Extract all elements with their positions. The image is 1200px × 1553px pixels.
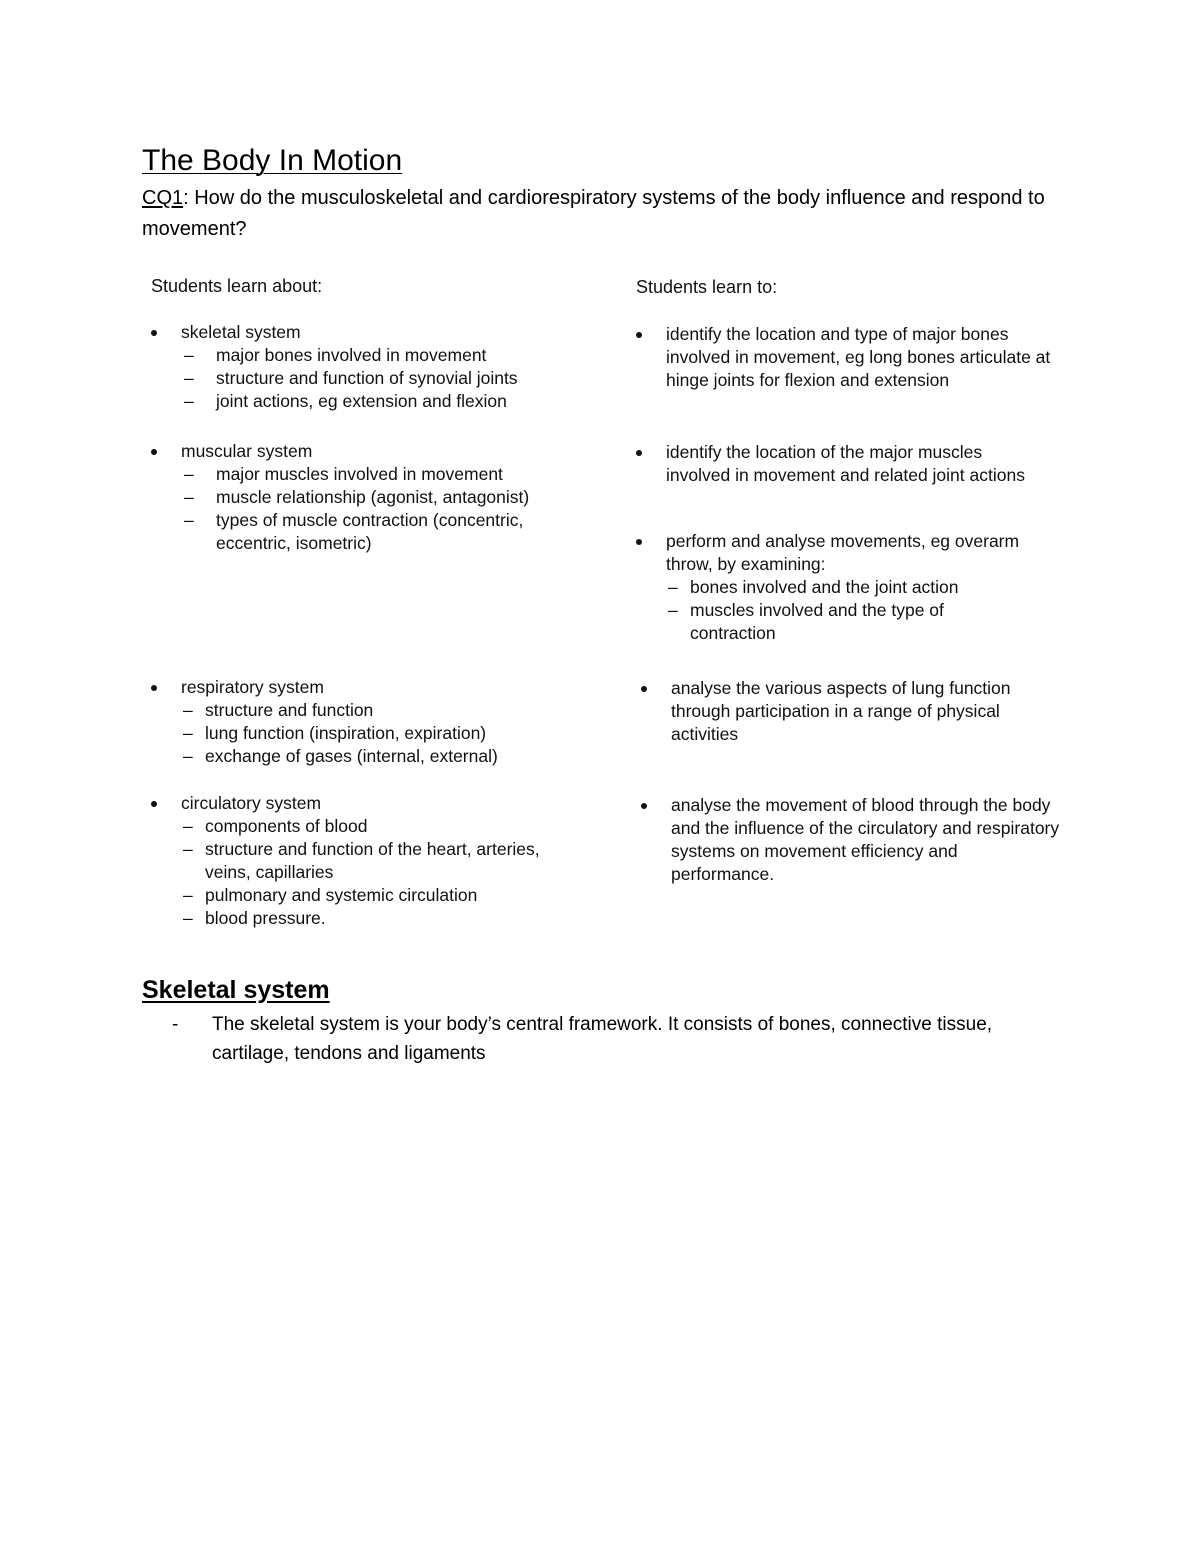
dash: - [172, 1014, 179, 1035]
sub-item: – types of muscle contraction (concentric, eccentric, isometric) [184, 510, 524, 553]
dash: – [184, 487, 194, 507]
sub-item: – exchange of gases (internal, external) [183, 746, 498, 766]
item-label: identify the location of the major muscles involved in movement and related joint actions [666, 442, 1025, 485]
item-label: perform and analyse movements, eg overarm throw, by examining: [666, 531, 1020, 574]
bullet-icon [636, 332, 642, 338]
dash: – [183, 816, 193, 836]
item-label: respiratory system [181, 677, 324, 697]
list-item [172, 1010, 1052, 1068]
dash: – [668, 600, 678, 620]
sub-item: – muscle relationship (agonist, antagonist) [184, 487, 530, 507]
dash: – [183, 700, 193, 720]
bullet-icon [151, 685, 157, 691]
cq-text: : How do the musculoskeletal and cardiorespiratory systems of the body influence and respond to movement? [142, 187, 1045, 240]
bullet-icon [636, 539, 642, 545]
learn-about-item [151, 440, 591, 555]
cq-label: CQ1 [142, 187, 184, 209]
sub-item: – major bones involved in movement [184, 345, 487, 365]
learn-to-item [636, 530, 1066, 645]
learn-to-item [636, 323, 1056, 392]
learn-to-item [641, 794, 1061, 886]
dash: – [184, 464, 194, 484]
bullet-icon [636, 450, 642, 456]
sub-item: – structure and function of synovial joints [184, 368, 518, 388]
sub-item: – blood pressure. [183, 908, 326, 928]
learn-about-heading: Students learn about: [151, 276, 323, 296]
page-title: The Body In Motion [142, 144, 403, 177]
learn-about-item [151, 792, 591, 930]
bullet-icon [641, 686, 647, 692]
learn-about-item [151, 676, 591, 768]
sub-item: – components of blood [183, 816, 368, 836]
learn-about-item [151, 321, 591, 413]
list-item-text: The skeletal system is your body’s central framework. It consists of bones, connective tissue, cartilage, tendons and ligaments [212, 1014, 993, 1064]
dash: – [183, 746, 193, 766]
dash: – [184, 510, 194, 530]
dash: – [183, 885, 193, 905]
item-label: analyse the movement of blood through the body and the influence of the circulatory and respiratory systems on movement efficiency and performance. [671, 795, 1060, 884]
content-question [142, 183, 1062, 245]
sub-item: – bones involved and the joint action [668, 577, 959, 597]
dash: – [183, 839, 193, 859]
learn-to-item [641, 677, 1061, 746]
sub-item: – structure and function of the heart, arteries, veins, capillaries [183, 839, 540, 882]
dash: – [183, 908, 193, 928]
item-label: circulatory system [181, 793, 322, 813]
sub-item: – lung function (inspiration, expiration) [183, 723, 487, 743]
learn-to-heading: Students learn to: [636, 277, 778, 297]
item-label: identify the location and type of major bones involved in movement, eg long bones articulate at hinge joints for flexion and extension [666, 324, 1051, 390]
dash: – [184, 391, 194, 411]
bullet-icon [151, 449, 157, 455]
sub-item: – major muscles involved in movement [184, 464, 503, 484]
item-label: analyse the various aspects of lung function through participation in a range of physical activities [671, 678, 1011, 744]
section-heading: Skeletal system [142, 976, 330, 1004]
bullet-icon [641, 803, 647, 809]
sub-item: – joint actions, eg extension and flexion [184, 391, 507, 411]
skeletal-list [172, 1010, 1052, 1068]
dash: – [183, 723, 193, 743]
dash: – [668, 577, 678, 597]
sub-item: – structure and function [183, 700, 374, 720]
sub-item: – muscles involved and the type of contraction [668, 600, 944, 643]
bullet-icon [151, 330, 157, 336]
item-label: skeletal system [181, 322, 301, 342]
sub-item: – pulmonary and systemic circulation [183, 885, 478, 905]
learn-to-item [636, 441, 1036, 487]
bullet-icon [151, 801, 157, 807]
item-label: muscular system [181, 441, 313, 461]
dash: – [184, 368, 194, 388]
dash: – [184, 345, 194, 365]
